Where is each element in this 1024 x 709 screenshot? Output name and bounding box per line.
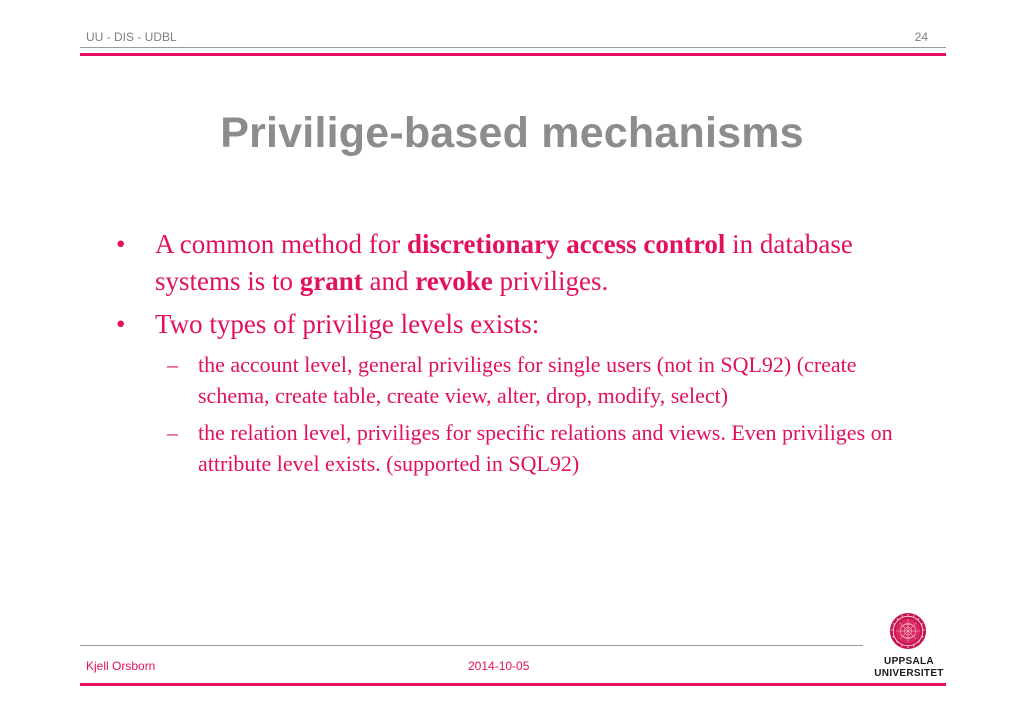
bullet-marker: • bbox=[116, 229, 126, 259]
footer-divider bbox=[80, 645, 863, 646]
header-divider bbox=[80, 47, 946, 48]
bullet-text bbox=[155, 229, 853, 296]
keyword-grant: grant bbox=[299, 266, 363, 296]
bullet-item bbox=[112, 226, 912, 300]
keyword-discretionary-access-control: discretionary access control bbox=[406, 229, 726, 259]
sub-bullet-item bbox=[112, 417, 912, 479]
logo-text-line2: UNIVERSITET bbox=[874, 668, 944, 679]
header-accent-rule bbox=[80, 53, 946, 56]
bullet-list bbox=[112, 226, 912, 485]
text-segment: A common method for bbox=[155, 229, 407, 259]
sub-bullet-item bbox=[112, 349, 912, 411]
slide-title: Privilige-based mechanisms bbox=[220, 109, 804, 157]
text-segment: in database systems is to bbox=[155, 229, 853, 296]
bullet-item bbox=[112, 306, 912, 343]
header-course-label: UU - DIS - UDBL bbox=[86, 30, 177, 44]
footer-author: Kjell Orsborn bbox=[86, 659, 156, 673]
sub-bullet-marker: – bbox=[167, 420, 178, 445]
sub-bullet-marker: – bbox=[167, 352, 178, 377]
page-number: 24 bbox=[914, 30, 928, 44]
university-logo bbox=[868, 612, 950, 684]
university-seal-icon bbox=[889, 612, 927, 650]
text-segment: and bbox=[362, 266, 416, 296]
sub-bullet-text: the account level, general priviliges for single users (not in SQL92) (create schema, create table, create view, alter, drop, modify, select) bbox=[198, 352, 857, 408]
keyword-revoke: revoke bbox=[415, 266, 493, 296]
bullet-marker: • bbox=[116, 309, 126, 339]
logo-text-line1: UPPSALA bbox=[884, 656, 934, 667]
bullet-text: Two types of privilige levels exists: bbox=[155, 309, 540, 339]
footer-accent-rule bbox=[80, 683, 946, 686]
sub-bullet-text: the relation level, priviliges for specific relations and views. Even priviliges on attribute level exists. (supported in SQL92) bbox=[198, 420, 893, 476]
text-segment: priviliges. bbox=[492, 266, 609, 296]
footer-date: 2014-10-05 bbox=[468, 659, 530, 673]
